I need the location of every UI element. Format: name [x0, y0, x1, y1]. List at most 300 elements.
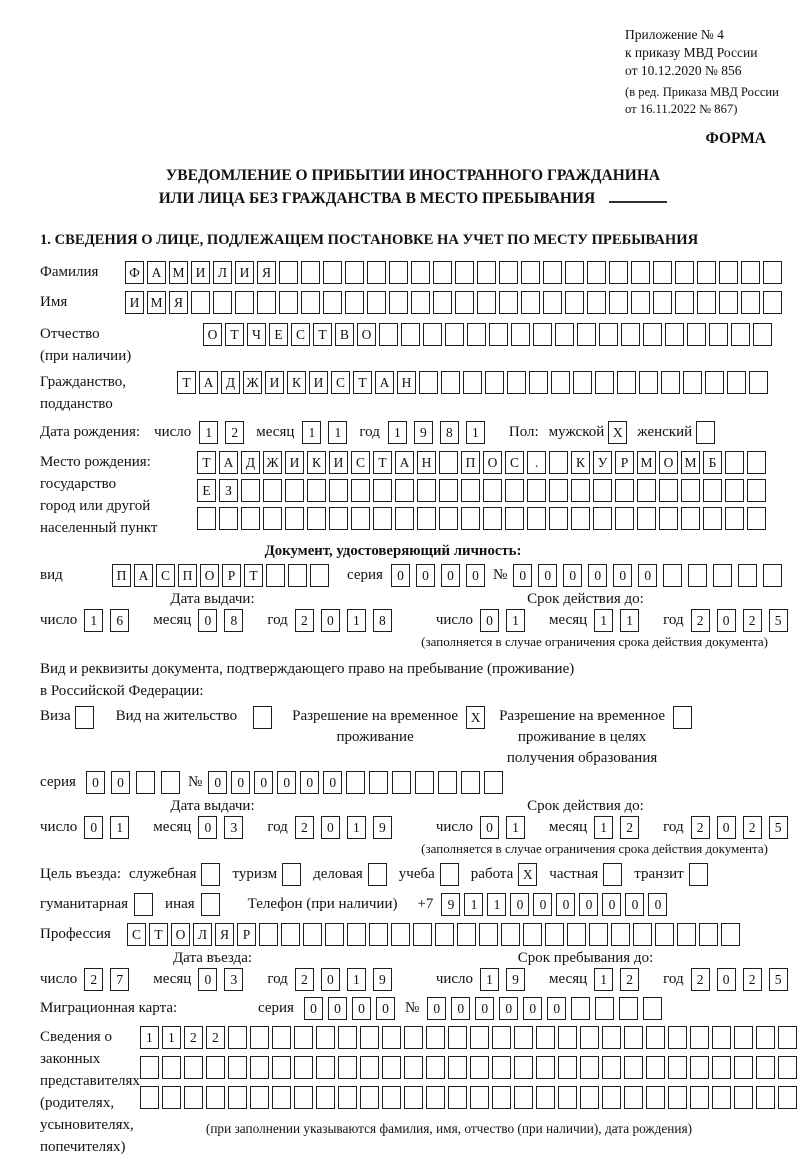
representatives-row3-cell[interactable]	[514, 1086, 533, 1109]
checkbox-edu-permit[interactable]	[673, 706, 692, 729]
representatives-row3-cell[interactable]	[734, 1086, 753, 1109]
given-name-cell[interactable]	[719, 291, 738, 314]
given-name-cell[interactable]	[697, 291, 716, 314]
entry-month-cell[interactable]: 3	[224, 968, 243, 991]
representatives-row1-cell[interactable]	[536, 1026, 555, 1049]
patronymic-cell[interactable]: Т	[225, 323, 244, 346]
birth-place-row3-cell[interactable]	[659, 507, 678, 530]
citizenship-cell[interactable]	[683, 371, 702, 394]
rvp-issue-day-cell[interactable]: 1	[110, 816, 129, 839]
birth-place-row1-cell[interactable]: А	[395, 451, 414, 474]
id-expiry-month-cell[interactable]: 1	[620, 609, 639, 632]
birth-place-row2-cell[interactable]	[549, 479, 568, 502]
birth-place-row1-cell[interactable]: У	[593, 451, 612, 474]
birth-place-row2-cell[interactable]	[351, 479, 370, 502]
birth-place-row3-cell[interactable]	[263, 507, 282, 530]
patronymic-cell[interactable]	[445, 323, 464, 346]
checkbox-visa[interactable]	[75, 706, 94, 729]
representatives-row3-cell[interactable]	[404, 1086, 423, 1109]
representatives-row3-cell[interactable]	[712, 1086, 731, 1109]
birth-year-cell[interactable]: 9	[414, 421, 433, 444]
patronymic-cell[interactable]: О	[203, 323, 222, 346]
birth-place-row1-cell[interactable]: О	[483, 451, 502, 474]
profession-cell[interactable]	[633, 923, 652, 946]
representatives-row1-cell[interactable]	[580, 1026, 599, 1049]
representatives-row2-cell[interactable]	[558, 1056, 577, 1079]
representatives-row2-cell[interactable]	[492, 1056, 511, 1079]
representatives-row2-cell[interactable]	[778, 1056, 797, 1079]
representatives-row1-cell[interactable]: 2	[206, 1026, 225, 1049]
representatives-row1-cell[interactable]	[602, 1026, 621, 1049]
representatives-row2-cell[interactable]	[294, 1056, 313, 1079]
birth-place-row3-cell[interactable]	[637, 507, 656, 530]
profession-cell[interactable]: С	[127, 923, 146, 946]
migration-number-cell[interactable]: 0	[451, 997, 470, 1020]
patronymic-cell[interactable]: С	[291, 323, 310, 346]
migration-number-cell[interactable]: 0	[547, 997, 566, 1020]
representatives-row2-cell[interactable]	[448, 1056, 467, 1079]
stay-month-cell[interactable]: 1	[594, 968, 613, 991]
phone-number-cell[interactable]: 1	[464, 893, 483, 916]
surname-cell[interactable]	[279, 261, 298, 284]
birth-place-row3-cell[interactable]	[571, 507, 590, 530]
representatives-row1-cell[interactable]: 2	[184, 1026, 203, 1049]
citizenship-cell[interactable]: А	[199, 371, 218, 394]
birth-place-row1-cell[interactable]: О	[659, 451, 678, 474]
birth-place-row3-cell[interactable]	[703, 507, 722, 530]
citizenship-cell[interactable]: С	[331, 371, 350, 394]
given-name-cell[interactable]	[499, 291, 518, 314]
doc-kind-cell[interactable]: С	[156, 564, 175, 587]
doc-series-cell[interactable]: 0	[466, 564, 485, 587]
stay-day-cell[interactable]: 1	[480, 968, 499, 991]
entry-year-cell[interactable]: 2	[295, 968, 314, 991]
citizenship-cell[interactable]: К	[287, 371, 306, 394]
given-name-cell[interactable]: М	[147, 291, 166, 314]
surname-cell[interactable]	[653, 261, 672, 284]
representatives-row2-cell[interactable]	[646, 1056, 665, 1079]
surname-cell[interactable]	[345, 261, 364, 284]
birth-day-cell[interactable]: 1	[199, 421, 218, 444]
birth-place-row2-cell[interactable]	[747, 479, 766, 502]
doc-series-cell[interactable]: 0	[416, 564, 435, 587]
representatives-row1-cell[interactable]	[404, 1026, 423, 1049]
representatives-row3-cell[interactable]	[602, 1086, 621, 1109]
doc-number-cell[interactable]: 0	[588, 564, 607, 587]
id-issue-day-cell[interactable]: 1	[84, 609, 103, 632]
surname-cell[interactable]	[587, 261, 606, 284]
given-name-cell[interactable]	[301, 291, 320, 314]
doc-kind-cell[interactable]: П	[178, 564, 197, 587]
birth-place-row3-cell[interactable]	[241, 507, 260, 530]
rvp-number-cell[interactable]	[392, 771, 411, 794]
birth-place-row1-cell[interactable]: М	[681, 451, 700, 474]
rvp-expiry-year-cell[interactable]: 5	[769, 816, 788, 839]
surname-cell[interactable]	[719, 261, 738, 284]
citizenship-cell[interactable]	[573, 371, 592, 394]
profession-cell[interactable]	[281, 923, 300, 946]
representatives-row2-cell[interactable]	[426, 1056, 445, 1079]
birth-place-row2-cell[interactable]	[307, 479, 326, 502]
profession-cell[interactable]	[457, 923, 476, 946]
rvp-number-cell[interactable]: 0	[208, 771, 227, 794]
citizenship-cell[interactable]: Т	[177, 371, 196, 394]
birth-place-row3-cell[interactable]	[417, 507, 436, 530]
birth-place-row2-cell[interactable]	[637, 479, 656, 502]
stay-year-cell[interactable]: 0	[717, 968, 736, 991]
citizenship-cell[interactable]: Т	[353, 371, 372, 394]
representatives-row2-cell[interactable]	[206, 1056, 225, 1079]
birth-month-cell[interactable]: 1	[302, 421, 321, 444]
doc-series-cell[interactable]: 0	[391, 564, 410, 587]
citizenship-cell[interactable]	[419, 371, 438, 394]
given-name-cell[interactable]	[389, 291, 408, 314]
birth-place-row1-cell[interactable]: К	[571, 451, 590, 474]
doc-number-cell[interactable]	[763, 564, 782, 587]
doc-number-cell[interactable]: 0	[638, 564, 657, 587]
representatives-row1-cell[interactable]	[338, 1026, 357, 1049]
representatives-row2-cell[interactable]	[250, 1056, 269, 1079]
surname-cell[interactable]	[301, 261, 320, 284]
phone-number-cell[interactable]: 0	[510, 893, 529, 916]
birth-place-row2-cell[interactable]	[571, 479, 590, 502]
checkbox-gumanitarnaya[interactable]	[134, 893, 153, 916]
migration-number-cell[interactable]: 0	[499, 997, 518, 1020]
birth-year-cell[interactable]: 1	[466, 421, 485, 444]
migration-number-cell[interactable]	[571, 997, 590, 1020]
rvp-issue-month-cell[interactable]: 0	[198, 816, 217, 839]
citizenship-cell[interactable]	[595, 371, 614, 394]
patronymic-cell[interactable]: Ч	[247, 323, 266, 346]
representatives-row1-cell[interactable]	[448, 1026, 467, 1049]
representatives-row2-cell[interactable]	[536, 1056, 555, 1079]
surname-cell[interactable]	[763, 261, 782, 284]
given-name-cell[interactable]	[433, 291, 452, 314]
birth-place-row1-cell[interactable]: И	[329, 451, 348, 474]
birth-place-row2-cell[interactable]	[373, 479, 392, 502]
birth-place-row2-cell[interactable]	[285, 479, 304, 502]
id-issue-month-cell[interactable]: 0	[198, 609, 217, 632]
profession-cell[interactable]: Я	[215, 923, 234, 946]
representatives-row3-cell[interactable]	[646, 1086, 665, 1109]
representatives-row1-cell[interactable]	[514, 1026, 533, 1049]
rvp-number-cell[interactable]	[369, 771, 388, 794]
birth-place-row3-cell[interactable]	[219, 507, 238, 530]
birth-place-row1-cell[interactable]: С	[505, 451, 524, 474]
given-name-cell[interactable]	[279, 291, 298, 314]
representatives-row2-cell[interactable]	[734, 1056, 753, 1079]
given-name-cell[interactable]	[257, 291, 276, 314]
representatives-row1-cell[interactable]	[778, 1026, 797, 1049]
entry-year-cell[interactable]: 0	[321, 968, 340, 991]
representatives-row2-cell[interactable]	[140, 1056, 159, 1079]
profession-cell[interactable]	[325, 923, 344, 946]
citizenship-cell[interactable]	[639, 371, 658, 394]
migration-number-cell[interactable]	[643, 997, 662, 1020]
rvp-issue-year-cell[interactable]: 1	[347, 816, 366, 839]
surname-cell[interactable]	[521, 261, 540, 284]
birth-place-row1-cell[interactable]: Д	[241, 451, 260, 474]
patronymic-cell[interactable]	[687, 323, 706, 346]
surname-cell[interactable]	[543, 261, 562, 284]
doc-series-cell[interactable]: 0	[441, 564, 460, 587]
entry-month-cell[interactable]: 0	[198, 968, 217, 991]
patronymic-cell[interactable]	[489, 323, 508, 346]
doc-number-cell[interactable]	[688, 564, 707, 587]
doc-number-cell[interactable]	[663, 564, 682, 587]
surname-cell[interactable]	[499, 261, 518, 284]
surname-cell[interactable]: Л	[213, 261, 232, 284]
given-name-cell[interactable]	[477, 291, 496, 314]
patronymic-cell[interactable]: В	[335, 323, 354, 346]
birth-place-row2-cell[interactable]	[329, 479, 348, 502]
patronymic-cell[interactable]: Т	[313, 323, 332, 346]
birth-place-row1-cell[interactable]: Т	[373, 451, 392, 474]
given-name-cell[interactable]	[455, 291, 474, 314]
rvp-number-cell[interactable]: 0	[323, 771, 342, 794]
birth-place-row3-cell[interactable]	[505, 507, 524, 530]
patronymic-cell[interactable]	[599, 323, 618, 346]
representatives-row3-cell[interactable]	[668, 1086, 687, 1109]
citizenship-cell[interactable]: И	[265, 371, 284, 394]
surname-cell[interactable]	[741, 261, 760, 284]
birth-place-row2-cell[interactable]: Е	[197, 479, 216, 502]
representatives-row3-cell[interactable]	[448, 1086, 467, 1109]
rvp-number-cell[interactable]: 0	[277, 771, 296, 794]
representatives-row3-cell[interactable]	[228, 1086, 247, 1109]
profession-cell[interactable]	[479, 923, 498, 946]
representatives-row2-cell[interactable]	[162, 1056, 181, 1079]
doc-number-cell[interactable]	[713, 564, 732, 587]
patronymic-cell[interactable]	[467, 323, 486, 346]
checkbox-rabota[interactable]: X	[518, 863, 537, 886]
surname-cell[interactable]: Ф	[125, 261, 144, 284]
entry-year-cell[interactable]: 1	[347, 968, 366, 991]
representatives-row2-cell[interactable]	[184, 1056, 203, 1079]
birth-place-row3-cell[interactable]	[593, 507, 612, 530]
doc-number-cell[interactable]: 0	[513, 564, 532, 587]
representatives-row3-cell[interactable]	[206, 1086, 225, 1109]
rvp-expiry-year-cell[interactable]: 0	[717, 816, 736, 839]
citizenship-cell[interactable]	[727, 371, 746, 394]
representatives-row3-cell[interactable]	[382, 1086, 401, 1109]
id-expiry-month-cell[interactable]: 1	[594, 609, 613, 632]
profession-cell[interactable]	[347, 923, 366, 946]
profession-cell[interactable]	[413, 923, 432, 946]
profession-cell[interactable]	[655, 923, 674, 946]
citizenship-cell[interactable]	[485, 371, 504, 394]
id-issue-year-cell[interactable]: 2	[295, 609, 314, 632]
given-name-cell[interactable]	[345, 291, 364, 314]
given-name-cell[interactable]	[653, 291, 672, 314]
representatives-row2-cell[interactable]	[404, 1056, 423, 1079]
representatives-row3-cell[interactable]	[140, 1086, 159, 1109]
birth-year-cell[interactable]: 1	[388, 421, 407, 444]
birth-place-row2-cell[interactable]	[241, 479, 260, 502]
phone-number-cell[interactable]: 0	[556, 893, 575, 916]
checkbox-tranzit[interactable]	[689, 863, 708, 886]
patronymic-cell[interactable]	[665, 323, 684, 346]
birth-place-row2-cell[interactable]	[439, 479, 458, 502]
representatives-row2-cell[interactable]	[360, 1056, 379, 1079]
birth-place-row3-cell[interactable]	[329, 507, 348, 530]
doc-kind-cell[interactable]: П	[112, 564, 131, 587]
surname-cell[interactable]	[565, 261, 584, 284]
migration-number-cell[interactable]	[595, 997, 614, 1020]
id-expiry-day-cell[interactable]: 0	[480, 609, 499, 632]
stay-day-cell[interactable]: 9	[506, 968, 525, 991]
birth-place-row1-cell[interactable]: А	[219, 451, 238, 474]
citizenship-cell[interactable]: Н	[397, 371, 416, 394]
representatives-row1-cell[interactable]	[316, 1026, 335, 1049]
rvp-number-cell[interactable]: 0	[300, 771, 319, 794]
rvp-series-cell[interactable]: 0	[86, 771, 105, 794]
patronymic-cell[interactable]	[577, 323, 596, 346]
profession-cell[interactable]	[369, 923, 388, 946]
representatives-row1-cell[interactable]	[558, 1026, 577, 1049]
patronymic-cell[interactable]	[511, 323, 530, 346]
representatives-row1-cell[interactable]	[668, 1026, 687, 1049]
representatives-row1-cell[interactable]	[382, 1026, 401, 1049]
citizenship-cell[interactable]	[705, 371, 724, 394]
given-name-cell[interactable]	[411, 291, 430, 314]
surname-cell[interactable]: И	[235, 261, 254, 284]
id-expiry-year-cell[interactable]: 2	[691, 609, 710, 632]
representatives-row2-cell[interactable]	[668, 1056, 687, 1079]
id-issue-month-cell[interactable]: 8	[224, 609, 243, 632]
birth-place-row1-cell[interactable]	[439, 451, 458, 474]
profession-cell[interactable]	[677, 923, 696, 946]
surname-cell[interactable]	[631, 261, 650, 284]
doc-kind-cell[interactable]	[310, 564, 329, 587]
profession-cell[interactable]	[721, 923, 740, 946]
doc-kind-cell[interactable]	[266, 564, 285, 587]
surname-cell[interactable]	[477, 261, 496, 284]
profession-cell[interactable]	[545, 923, 564, 946]
birth-place-row3-cell[interactable]	[747, 507, 766, 530]
id-issue-day-cell[interactable]: 6	[110, 609, 129, 632]
surname-cell[interactable]	[697, 261, 716, 284]
citizenship-cell[interactable]: Д	[221, 371, 240, 394]
migration-series-cell[interactable]: 0	[328, 997, 347, 1020]
id-issue-year-cell[interactable]: 1	[347, 609, 366, 632]
birth-year-cell[interactable]: 8	[440, 421, 459, 444]
representatives-row3-cell[interactable]	[624, 1086, 643, 1109]
representatives-row1-cell[interactable]	[470, 1026, 489, 1049]
checkbox-delovaya[interactable]	[368, 863, 387, 886]
doc-kind-cell[interactable]	[288, 564, 307, 587]
rvp-issue-year-cell[interactable]: 0	[321, 816, 340, 839]
rvp-issue-day-cell[interactable]: 0	[84, 816, 103, 839]
migration-number-cell[interactable]: 0	[475, 997, 494, 1020]
representatives-row1-cell[interactable]: 1	[140, 1026, 159, 1049]
profession-cell[interactable]	[435, 923, 454, 946]
profession-cell[interactable]	[303, 923, 322, 946]
representatives-row1-cell[interactable]	[756, 1026, 775, 1049]
checkbox-temp-permit[interactable]: X	[466, 706, 485, 729]
birth-place-row1-cell[interactable]: .	[527, 451, 546, 474]
profession-cell[interactable]: Т	[149, 923, 168, 946]
migration-number-cell[interactable]	[619, 997, 638, 1020]
birth-place-row1-cell[interactable]	[747, 451, 766, 474]
birth-place-row2-cell[interactable]	[725, 479, 744, 502]
given-name-cell[interactable]	[587, 291, 606, 314]
rvp-number-cell[interactable]	[438, 771, 457, 794]
profession-cell[interactable]	[391, 923, 410, 946]
birth-place-row2-cell[interactable]	[681, 479, 700, 502]
checkbox-ucheba[interactable]	[440, 863, 459, 886]
representatives-row2-cell[interactable]	[272, 1056, 291, 1079]
representatives-row3-cell[interactable]	[470, 1086, 489, 1109]
id-expiry-year-cell[interactable]: 0	[717, 609, 736, 632]
surname-cell[interactable]	[675, 261, 694, 284]
doc-number-cell[interactable]: 0	[563, 564, 582, 587]
entry-year-cell[interactable]: 9	[373, 968, 392, 991]
representatives-row2-cell[interactable]	[228, 1056, 247, 1079]
patronymic-cell[interactable]	[621, 323, 640, 346]
phone-number-cell[interactable]: 0	[579, 893, 598, 916]
birth-place-row1-cell[interactable]: Н	[417, 451, 436, 474]
phone-number-cell[interactable]: 9	[441, 893, 460, 916]
patronymic-cell[interactable]	[753, 323, 772, 346]
rvp-expiry-year-cell[interactable]: 2	[743, 816, 762, 839]
birth-place-row2-cell[interactable]	[615, 479, 634, 502]
entry-day-cell[interactable]: 2	[84, 968, 103, 991]
profession-cell[interactable]	[611, 923, 630, 946]
citizenship-cell[interactable]	[749, 371, 768, 394]
representatives-row3-cell[interactable]	[272, 1086, 291, 1109]
id-issue-year-cell[interactable]: 8	[373, 609, 392, 632]
birth-place-row1-cell[interactable]: И	[285, 451, 304, 474]
representatives-row3-cell[interactable]	[426, 1086, 445, 1109]
doc-kind-cell[interactable]: Р	[222, 564, 241, 587]
citizenship-cell[interactable]	[463, 371, 482, 394]
birth-place-row2-cell[interactable]	[505, 479, 524, 502]
birth-place-row1-cell[interactable]	[725, 451, 744, 474]
rvp-issue-month-cell[interactable]: 3	[224, 816, 243, 839]
representatives-row1-cell[interactable]	[624, 1026, 643, 1049]
birth-place-row3-cell[interactable]	[527, 507, 546, 530]
birth-place-row3-cell[interactable]	[373, 507, 392, 530]
representatives-row2-cell[interactable]	[756, 1056, 775, 1079]
surname-cell[interactable]	[323, 261, 342, 284]
representatives-row1-cell[interactable]	[426, 1026, 445, 1049]
given-name-cell[interactable]	[741, 291, 760, 314]
birth-place-row3-cell[interactable]	[615, 507, 634, 530]
citizenship-cell[interactable]	[617, 371, 636, 394]
patronymic-cell[interactable]	[731, 323, 750, 346]
patronymic-cell[interactable]	[643, 323, 662, 346]
given-name-cell[interactable]	[675, 291, 694, 314]
representatives-row3-cell[interactable]	[316, 1086, 335, 1109]
birth-place-row1-cell[interactable]: П	[461, 451, 480, 474]
given-name-cell[interactable]	[367, 291, 386, 314]
doc-kind-cell[interactable]: О	[200, 564, 219, 587]
birth-place-row3-cell[interactable]	[439, 507, 458, 530]
checkbox-turizm[interactable]	[282, 863, 301, 886]
given-name-cell[interactable]	[191, 291, 210, 314]
doc-number-cell[interactable]: 0	[538, 564, 557, 587]
birth-place-row3-cell[interactable]	[461, 507, 480, 530]
representatives-row3-cell[interactable]	[162, 1086, 181, 1109]
rvp-expiry-day-cell[interactable]: 1	[506, 816, 525, 839]
representatives-row1-cell[interactable]	[360, 1026, 379, 1049]
surname-cell[interactable]: Я	[257, 261, 276, 284]
rvp-number-cell[interactable]	[346, 771, 365, 794]
profession-cell[interactable]	[699, 923, 718, 946]
patronymic-cell[interactable]: Е	[269, 323, 288, 346]
phone-number-cell[interactable]: 1	[487, 893, 506, 916]
